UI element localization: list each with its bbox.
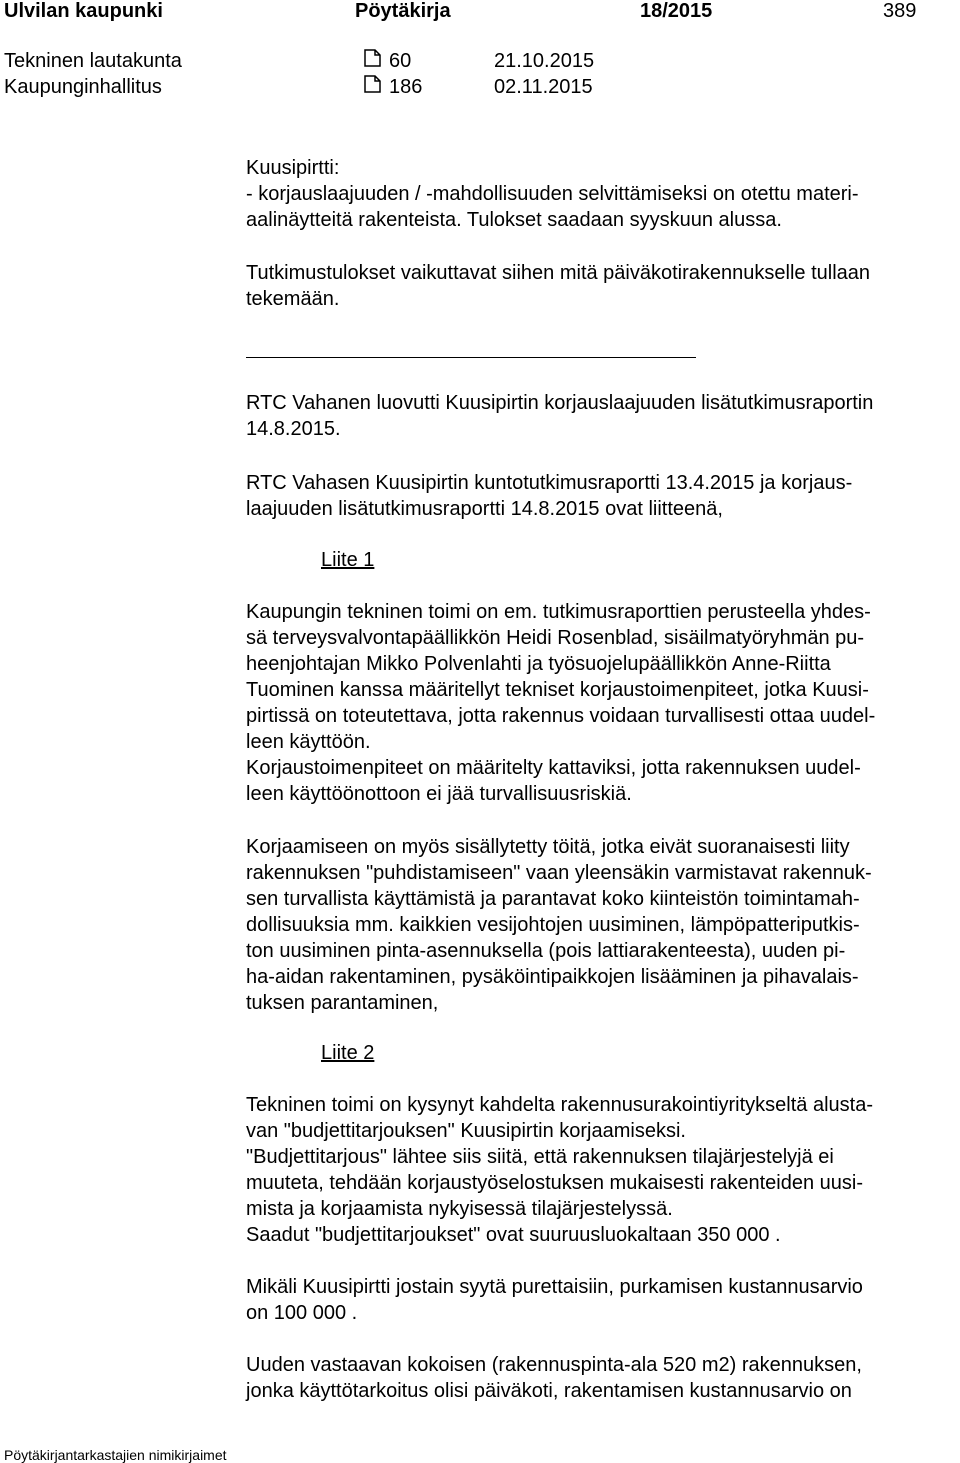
- text-line: Kaupungin tekninen toimi on em. tutkimusraporttien perusteella yhdes-: [246, 601, 871, 623]
- meeting-date: 02.11.2015: [494, 76, 593, 98]
- section-reference-icon: [363, 49, 381, 67]
- paragraph-rtc-luovutti: [246, 390, 873, 442]
- paragraph-purkaminen: [246, 1274, 863, 1326]
- text-line: mista ja korjaamista nykyisessä tilajärjestelyssä.: [246, 1198, 673, 1220]
- text-line: aalinäytteitä rakenteista. Tulokset saadaan syyskuun alussa.: [246, 209, 782, 231]
- meeting-body: Tekninen lautakunta: [4, 50, 182, 72]
- text-line: Korjaustoimenpiteet on määritelty kattaviksi, jotta rakennuksen uudel-: [246, 757, 861, 779]
- paragraph-tutkimustulokset: [246, 260, 870, 312]
- text-line: Kuusipirtti:: [246, 157, 340, 179]
- text-line: laajuuden lisätutkimusraportti 14.8.2015 ovat liitteenä,: [246, 498, 723, 520]
- paragraph-kuusipirtti: [246, 155, 859, 233]
- text-line: - korjauslaajuuden / -mahdollisuuden selvittämiseksi on otettu materi-: [246, 183, 859, 205]
- text-line: ha-aidan rakentaminen, pysäköintipaikkojen lisääminen ja pihavalais-: [246, 966, 859, 988]
- attachment-link-liite-1[interactable]: Liite 1: [321, 549, 375, 571]
- text-line: tuksen parantaminen,: [246, 992, 439, 1014]
- text-line: RTC Vahanen luovutti Kuusipirtin korjauslaajuuden lisätutkimusraportin: [246, 392, 874, 414]
- text-line: 14.8.2015.: [246, 418, 341, 440]
- text-line: leen käyttöönottoon ei jää turvallisuusriskiä.: [246, 783, 632, 805]
- text-line: "Budjettitarjous" lähtee siis siitä, että rakennuksen tilajärjestelyjä ei: [246, 1146, 834, 1168]
- meeting-section: 60: [389, 50, 412, 72]
- footer-label: Pöytäkirjantarkastajien nimikirjaimet: [4, 1447, 227, 1463]
- paragraph-rtc-raportit: [246, 470, 852, 522]
- text-line: sä terveysvalvontapäällikkön Heidi Rosenblad, sisäilmatyöryhmän pu-: [246, 627, 865, 649]
- org-name: Ulvilan kaupunki: [4, 0, 163, 22]
- text-line: heenjohtajan Mikko Polvenlahti ja työsuojelupäällikkön Anne-Riitta: [246, 653, 831, 675]
- page-number: 389: [883, 0, 917, 22]
- document-number: 18/2015: [640, 0, 713, 22]
- paragraph-uusi-rakennus: [246, 1352, 862, 1404]
- paragraph-budjettitarjous: [246, 1092, 873, 1248]
- text-line: Tuominen kanssa määritellyt tekniset korjaustoimenpiteet, jotka Kuusi-: [246, 679, 869, 701]
- text-line: ton uusiminen pinta-asennuksella (pois lattiarakenteesta), uuden pi-: [246, 940, 846, 962]
- attachment-link-liite-2[interactable]: Liite 2: [321, 1042, 375, 1064]
- text-line: tekemään.: [246, 288, 340, 310]
- text-line: rakennuksen "puhdistamiseen" vaan yleensäkin varmistavat rakennuk-: [246, 862, 872, 884]
- text-line: sen turvallista käyttämistä ja parantavat koko kiinteistön toimintamah-: [246, 888, 860, 910]
- text-line: RTC Vahasen Kuusipirtin kuntotutkimusraportti 13.4.2015 ja korjaus-: [246, 472, 853, 494]
- meeting-date: 21.10.2015: [494, 50, 595, 72]
- text-line: jonka käyttötarkoitus olisi päiväkoti, rakentamisen kustannusarvio on: [246, 1380, 852, 1402]
- text-line: Korjaamiseen on myös sisällytetty töitä, jotka eivät suoranaisesti liity: [246, 836, 850, 858]
- text-line: Tekninen toimi on kysynyt kahdelta rakennusurakointiyritykseltä alusta-: [246, 1094, 873, 1116]
- text-line: on 100 000 .: [246, 1302, 358, 1324]
- text-line: Mikäli Kuusipirtti jostain syytä purettaisiin, purkamisen kustannusarvio: [246, 1276, 863, 1298]
- text-line: Uuden vastaavan kokoisen (rakennuspinta-ala 520 m2) rakennuksen,: [246, 1354, 862, 1376]
- separator-line: [246, 357, 696, 358]
- text-line: pirtissä on toteutettava, jotta rakennus voidaan turvallisesti ottaa uudel-: [246, 705, 876, 727]
- text-line: dollisuuksia mm. kaikkien vesijohtojen uusiminen, lämpöpatteriputkis-: [246, 914, 860, 936]
- meeting-body: Kaupunginhallitus: [4, 76, 162, 98]
- text-line: van "budjettitarjouksen" Kuusipirtin korjaamiseksi.: [246, 1120, 686, 1142]
- section-reference-icon: [363, 75, 381, 93]
- text-line: leen käyttöön.: [246, 731, 371, 753]
- text-line: muuteta, tehdään korjaustyöselostuksen mukaisesti rakenteiden uusi-: [246, 1172, 864, 1194]
- paragraph-tekninen-toimi: [246, 599, 875, 807]
- document-type: Pöytäkirja: [355, 0, 451, 22]
- text-line: Tutkimustulokset vaikuttavat siihen mitä päiväkotirakennukselle tullaan: [246, 262, 871, 284]
- meeting-section: 186: [389, 76, 423, 98]
- paragraph-korjaamiseen: [246, 834, 872, 1016]
- text-line: Saadut "budjettitarjoukset" ovat suuruusluokaltaan 350 000 .: [246, 1224, 781, 1246]
